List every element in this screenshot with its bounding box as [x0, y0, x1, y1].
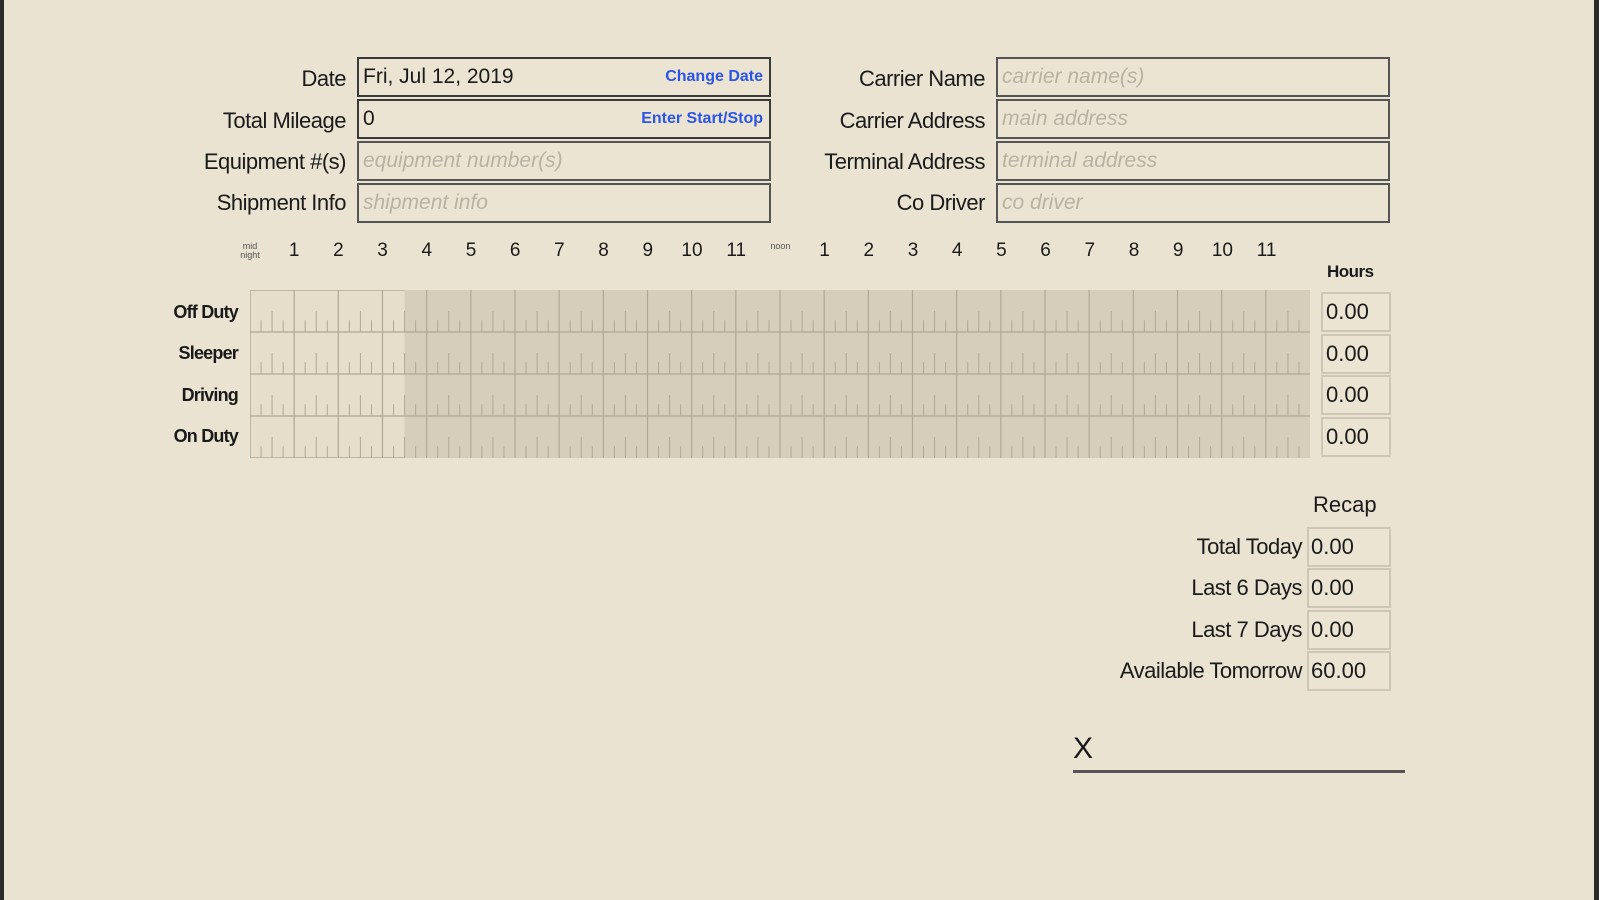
- date-field[interactable]: [357, 57, 771, 97]
- recap-last-6-days-label: Last 6 Days: [1191, 575, 1302, 600]
- recap-last-7-days-label: Last 7 Days: [1191, 617, 1302, 642]
- hour-label-12: noon: [770, 241, 791, 251]
- carrier-address-label: Carrier Address: [839, 108, 985, 133]
- signature-mark: X: [1073, 732, 1094, 765]
- date-label: Date: [301, 66, 346, 91]
- hour-label-22: 10: [1211, 240, 1233, 261]
- date-value: Fri, Jul 12, 2019: [363, 65, 514, 88]
- carrier-address-input[interactable]: main address: [996, 99, 1390, 139]
- total-mileage-value: 0: [363, 107, 375, 130]
- hour-label-8: 8: [598, 240, 609, 261]
- recap-total-today-value: 0.00: [1307, 527, 1391, 567]
- hour-label-9: 9: [642, 240, 654, 261]
- hours-sleeper: 0.00: [1321, 334, 1391, 374]
- hour-label-15: 3: [907, 240, 919, 261]
- hour-label-16: 4: [951, 240, 963, 261]
- total-mileage-label: Total Mileage: [222, 108, 346, 133]
- hours-driving: 0.00: [1321, 375, 1391, 415]
- hour-label-1: 1: [288, 240, 300, 261]
- hour-label-3: 3: [377, 240, 388, 261]
- recap-available-tomorrow-label: Available Tomorrow: [1119, 658, 1302, 683]
- shipment-info-input[interactable]: shipment info: [357, 183, 771, 223]
- recap-last-6-days-value: 0.00: [1307, 568, 1391, 608]
- hour-label-23: 11: [1256, 240, 1277, 261]
- hour-label-0: mid night: [240, 241, 260, 260]
- equipment-input[interactable]: equipment number(s): [357, 141, 771, 181]
- hour-label-14: 2: [863, 240, 875, 261]
- recap-total-today-label: Total Today: [1196, 534, 1302, 559]
- row-label-on-duty: On Duty: [173, 426, 238, 446]
- hours-column-title: Hours: [1327, 262, 1374, 281]
- co-driver-label: Co Driver: [896, 190, 985, 215]
- hour-label-13: 1: [819, 240, 830, 261]
- equipment-label: Equipment #(s): [203, 149, 346, 174]
- co-driver-input[interactable]: co driver: [996, 183, 1390, 223]
- hour-label-10: 10: [681, 240, 703, 261]
- hour-label-20: 8: [1128, 240, 1140, 261]
- hour-label-11: 11: [726, 240, 747, 261]
- hours-off-duty: 0.00: [1321, 292, 1391, 332]
- hour-label-5: 5: [465, 240, 477, 261]
- hour-label-21: 9: [1172, 240, 1184, 261]
- row-label-driving: Driving: [181, 385, 238, 405]
- duty-status-grid[interactable]: [250, 290, 1310, 458]
- shipment-info-label: Shipment Info: [216, 190, 346, 215]
- hour-label-4: 4: [421, 240, 433, 261]
- row-label-off-duty: Off Duty: [173, 302, 238, 322]
- terminal-address-input[interactable]: terminal address: [996, 141, 1390, 181]
- change-date-link[interactable]: Change Date: [665, 68, 763, 85]
- total-mileage-field[interactable]: [357, 99, 771, 139]
- recap-title: Recap: [1313, 492, 1377, 517]
- carrier-name-label: Carrier Name: [858, 66, 985, 91]
- hour-label-19: 7: [1084, 240, 1096, 261]
- recap-last-7-days-value: 0.00: [1307, 610, 1391, 650]
- terminal-address-label: Terminal Address: [824, 149, 985, 174]
- window-frame-right: [1594, 0, 1599, 900]
- hour-label-7: 7: [554, 240, 565, 261]
- row-label-sleeper: Sleeper: [178, 343, 238, 363]
- hours-on-duty: 0.00: [1321, 417, 1391, 457]
- hour-label-6: 6: [509, 240, 521, 261]
- signature-line[interactable]: [1073, 770, 1405, 773]
- hour-label-17: 5: [996, 240, 1007, 261]
- carrier-name-input[interactable]: carrier name(s): [996, 57, 1390, 97]
- hour-label-2: 2: [333, 240, 344, 261]
- window-frame-left: [0, 0, 4, 900]
- recap-available-tomorrow-value: 60.00: [1307, 651, 1391, 691]
- hour-label-18: 6: [1040, 240, 1051, 261]
- enter-start-stop-link[interactable]: Enter Start/Stop: [641, 110, 763, 127]
